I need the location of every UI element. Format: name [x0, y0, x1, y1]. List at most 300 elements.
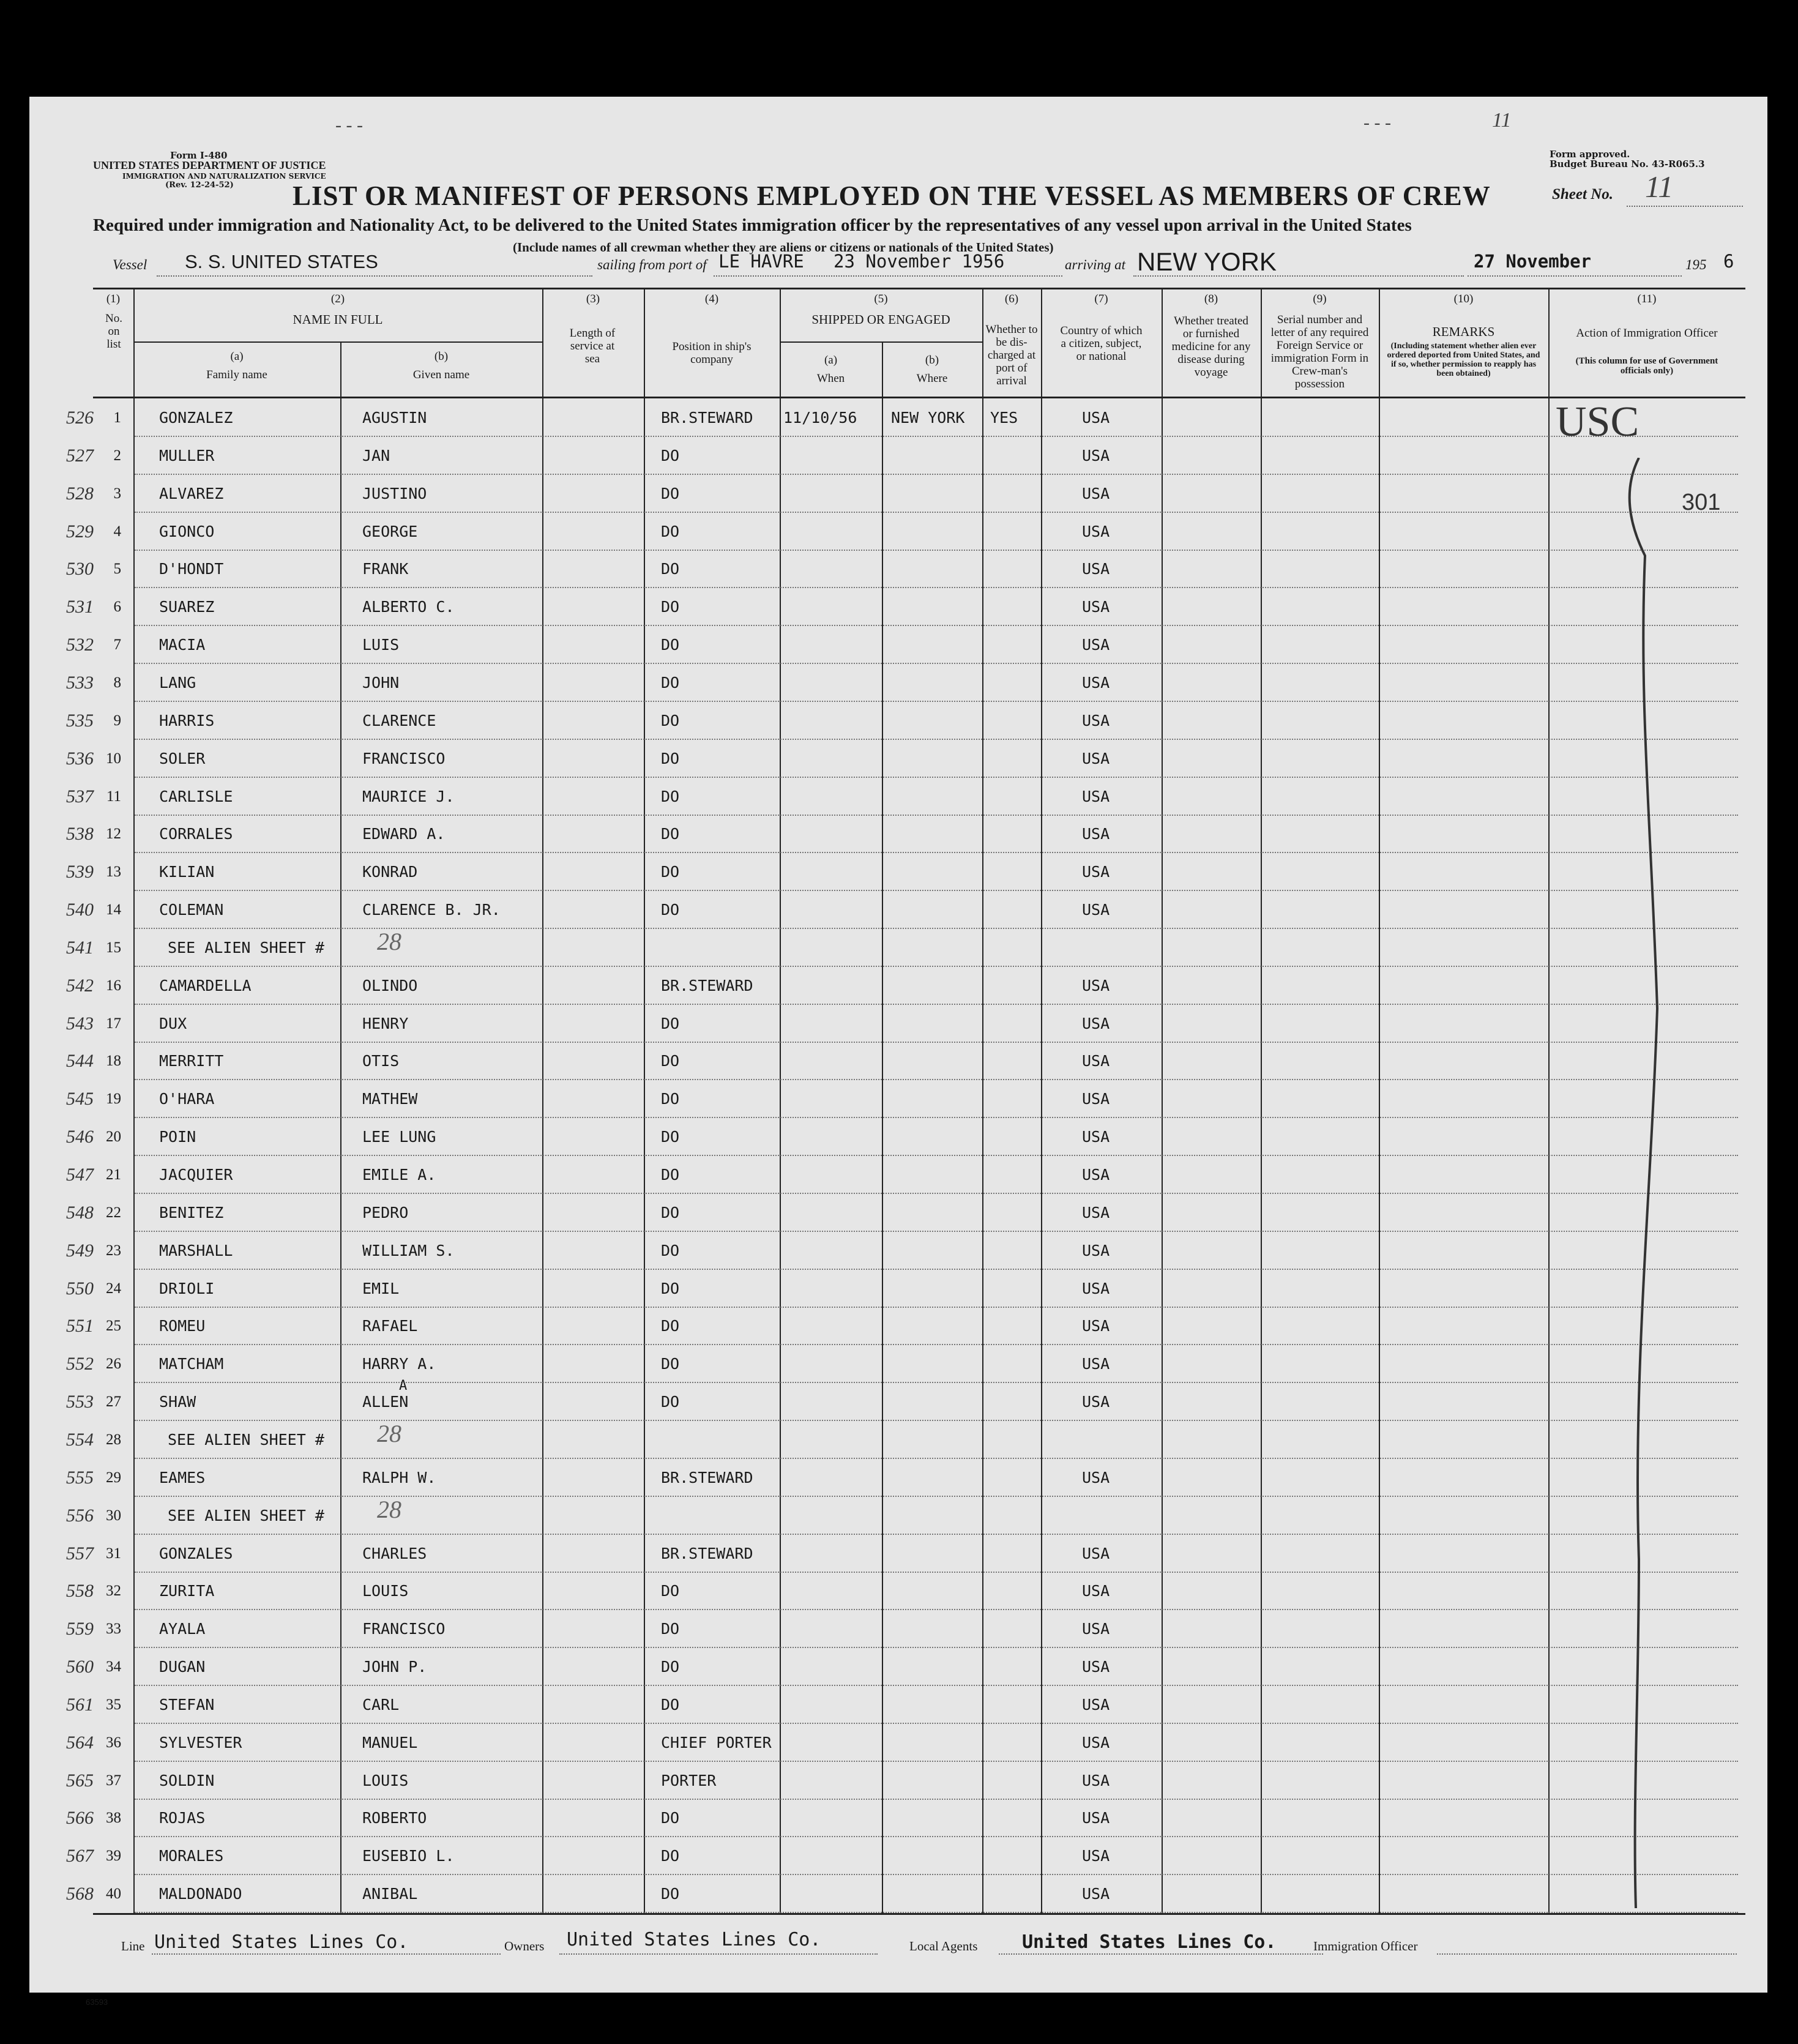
sequence-number: 540: [66, 900, 94, 920]
col3-num: (3): [586, 293, 600, 305]
position: DO: [661, 1393, 680, 1411]
country: USA: [1082, 825, 1110, 843]
position: DO: [661, 863, 680, 881]
sequence-number: 565: [66, 1770, 94, 1791]
position: DO: [661, 1809, 680, 1827]
list-number: 25: [106, 1318, 121, 1335]
sequence-number: 566: [66, 1808, 94, 1829]
department: UNITED STATES DEPARTMENT OF JUSTICE: [93, 159, 326, 171]
col4-label: Position in ship's company: [672, 340, 752, 366]
crew-row: [29, 437, 1767, 475]
position: DO: [661, 711, 680, 729]
family-name: EAMES: [159, 1468, 206, 1486]
position: DO: [661, 749, 680, 767]
sequence-number: 550: [66, 1278, 94, 1299]
crew-row: [29, 702, 1767, 740]
family-name: SOLER: [159, 749, 206, 767]
given-name: RAFAEL: [362, 1317, 418, 1335]
list-number: 5: [113, 561, 121, 578]
sailing-label: sailing from port of: [597, 257, 707, 272]
country: USA: [1082, 484, 1110, 502]
crew-row: [29, 399, 1767, 437]
sequence-number: 544: [66, 1051, 94, 1072]
list-number: 23: [106, 1242, 121, 1259]
family-name: COLEMAN: [159, 901, 224, 919]
sequence-number: 535: [66, 710, 94, 731]
country: USA: [1082, 1658, 1110, 1676]
country: USA: [1082, 1203, 1110, 1222]
departure-date: 23 November 1956: [834, 251, 1005, 272]
sequence-number: 556: [66, 1505, 94, 1526]
list-number: 34: [106, 1658, 121, 1676]
col6-num: (6): [1004, 293, 1019, 305]
given-name: JOHN: [362, 673, 400, 692]
crew-row: [29, 815, 1767, 853]
crew-row: [29, 1837, 1767, 1875]
form-approved: Form approved.: [1550, 149, 1630, 160]
form-number: Form I-480: [170, 150, 228, 161]
position: DO: [661, 1620, 680, 1638]
sequence-number: 528: [66, 483, 94, 504]
col1-label: No. on list: [105, 312, 122, 351]
budget-bureau: Budget Bureau No. 43-R065.3: [1550, 159, 1705, 170]
list-number: 10: [106, 750, 121, 767]
sequence-number: 567: [66, 1846, 94, 1867]
country: USA: [1082, 1544, 1110, 1562]
family-name: CARLISLE: [159, 787, 233, 805]
sequence-number: 543: [66, 1013, 94, 1034]
family-name: GIONCO: [159, 522, 215, 540]
given-name: CLARENCE B. JR.: [362, 901, 501, 919]
country: USA: [1082, 901, 1110, 919]
revision: (Rev. 12-24-52): [165, 181, 234, 190]
family-name: BENITEZ: [159, 1203, 224, 1222]
given-name: LEE LUNG: [362, 1128, 436, 1146]
position: DO: [661, 1658, 680, 1676]
shipped-when: 11/10/56: [783, 409, 857, 427]
departure-port: LE HAVRE: [718, 251, 804, 272]
given-name: OTIS: [362, 1052, 400, 1070]
given-name: RALPH W.: [362, 1468, 436, 1486]
list-number: 27: [106, 1393, 121, 1411]
crew-row: [29, 1572, 1767, 1610]
crew-row: [29, 1005, 1767, 1043]
crew-row: [29, 1378, 1767, 1421]
family-name: SEE ALIEN SHEET #: [168, 1430, 324, 1449]
family-name: SOLDIN: [159, 1771, 215, 1789]
position: DO: [661, 1241, 680, 1259]
crew-row: [29, 1459, 1767, 1497]
footer-owners-label: Owners: [504, 1939, 545, 1953]
position: CHIEF PORTER: [661, 1733, 772, 1751]
list-number: 1: [113, 409, 121, 426]
country: USA: [1082, 446, 1110, 464]
footer-officer-label: Immigration Officer: [1313, 1939, 1418, 1953]
crew-row: [29, 1307, 1767, 1345]
position: BR.STEWARD: [661, 1544, 753, 1562]
col5-label: SHIPPED OR ENGAGED: [811, 312, 950, 327]
sequence-number: 532: [66, 635, 94, 655]
sequence-number: 546: [66, 1127, 94, 1147]
country: USA: [1082, 1809, 1110, 1827]
country: USA: [1082, 1317, 1110, 1335]
position: DO: [661, 1279, 680, 1297]
list-number: 33: [106, 1621, 121, 1638]
col2b-label: Given name: [412, 368, 470, 381]
country: USA: [1082, 1052, 1110, 1070]
list-number: 35: [106, 1696, 121, 1713]
list-number: 24: [106, 1280, 121, 1297]
crew-row: [29, 1724, 1767, 1762]
year-suffix: 6: [1723, 251, 1734, 272]
footer-agents-label: Local Agents: [909, 1939, 978, 1953]
given-name: MAURICE J.: [362, 787, 455, 805]
family-name: MACIA: [159, 636, 206, 654]
country: USA: [1082, 1014, 1110, 1032]
position: DO: [661, 1203, 680, 1222]
col5a-num: (a): [824, 354, 838, 367]
given-name: MATHEW: [362, 1090, 418, 1108]
given-name: ALLEN: [362, 1393, 409, 1411]
given-name: CARL: [362, 1695, 400, 1714]
family-name: O'HARA: [159, 1090, 215, 1108]
country: USA: [1082, 1885, 1110, 1903]
sequence-number: 560: [66, 1657, 94, 1677]
given-name: WILLIAM S.: [362, 1241, 455, 1259]
given-name: ROBERTO: [362, 1809, 427, 1827]
position: DO: [661, 1128, 680, 1146]
crew-row: [29, 1497, 1767, 1535]
position: DO: [661, 901, 680, 919]
country: USA: [1082, 1393, 1110, 1411]
country: USA: [1082, 1582, 1110, 1600]
top-marks-right: - - -: [1363, 113, 1391, 133]
col11-label: Action of Immigration Officer: [1576, 327, 1718, 340]
family-name: MARSHALL: [159, 1241, 233, 1259]
country: USA: [1082, 522, 1110, 540]
position: DO: [661, 1052, 680, 1070]
position: DO: [661, 1695, 680, 1714]
position: DO: [661, 1317, 680, 1335]
crew-row: [29, 1875, 1767, 1913]
list-number: 22: [106, 1204, 121, 1221]
position: DO: [661, 1014, 680, 1032]
given-name: KONRAD: [362, 863, 418, 881]
position: DO: [661, 636, 680, 654]
position: DO: [661, 1090, 680, 1108]
col8-label: Whether treated or furnished medicine for any disease during voyage: [1171, 315, 1251, 379]
sequence-number: 557: [66, 1543, 94, 1564]
alien-sheet-number: 28: [377, 1419, 401, 1447]
family-name: ROJAS: [159, 1809, 206, 1827]
position: DO: [661, 446, 680, 464]
arrival-date: 27 November: [1474, 251, 1592, 272]
country: USA: [1082, 673, 1110, 692]
footer-agents: United States Lines Co.: [1022, 1931, 1277, 1953]
list-number: 30: [106, 1507, 121, 1524]
position: DO: [661, 560, 680, 578]
position: DO: [661, 1166, 680, 1184]
crew-row: [29, 891, 1767, 929]
country: USA: [1082, 1468, 1110, 1486]
sequence-number: 539: [66, 862, 94, 882]
list-number: 20: [106, 1128, 121, 1146]
crew-row: [29, 778, 1767, 816]
list-number: 39: [106, 1848, 121, 1865]
family-name: CORRALES: [159, 825, 233, 843]
crew-row: [29, 967, 1767, 1005]
given-name: MANUEL: [362, 1733, 418, 1751]
arrival-port: NEW YORK: [1137, 247, 1277, 276]
col8-num: (8): [1204, 293, 1218, 305]
col6-label: Whether to be dis-charged at port of arrival: [985, 323, 1038, 387]
country: USA: [1082, 409, 1110, 427]
given-name: HENRY: [362, 1014, 409, 1032]
given-name: EDWARD A.: [362, 825, 446, 843]
given-name: JAN: [362, 446, 390, 464]
list-number: 29: [106, 1469, 121, 1486]
position: DO: [661, 1355, 680, 1373]
top-marks: - - -: [335, 115, 363, 135]
family-name: AYALA: [159, 1620, 206, 1638]
country: USA: [1082, 1771, 1110, 1789]
list-number: 32: [106, 1583, 121, 1600]
col10-sub: (Including statement whether alien ever ordered deported from United States, and if so, whether permission to reapply has been obtained): [1387, 341, 1540, 378]
country: USA: [1082, 863, 1110, 881]
country: USA: [1082, 1166, 1110, 1184]
given-name: LUIS: [362, 636, 400, 654]
sequence-number: 533: [66, 672, 94, 693]
vessel-label: Vessel: [113, 257, 147, 272]
family-name: DUX: [159, 1014, 187, 1032]
arriving-label: arriving at: [1065, 257, 1126, 272]
position: DO: [661, 1582, 680, 1600]
list-number: 16: [106, 977, 121, 994]
list-number: 6: [113, 599, 121, 616]
vessel-name: S. S. UNITED STATES: [185, 251, 378, 272]
col11-sub: (This column for use of Government officials only): [1575, 356, 1718, 376]
country: USA: [1082, 1620, 1110, 1638]
sequence-number: 547: [66, 1165, 94, 1185]
country: USA: [1082, 1355, 1110, 1373]
crew-row: [29, 1232, 1767, 1270]
sequence-number: 555: [66, 1467, 94, 1488]
count-annotation: 301: [1682, 490, 1721, 515]
col11-num: (11): [1637, 293, 1657, 305]
sequence-number: 548: [66, 1202, 94, 1223]
crew-row: [29, 1118, 1767, 1156]
list-number: 14: [106, 901, 121, 919]
col9-num: (9): [1313, 293, 1327, 305]
position: DO: [661, 825, 680, 843]
country: USA: [1082, 598, 1110, 616]
sequence-number: 526: [66, 408, 94, 428]
crew-row: [29, 664, 1767, 702]
family-name: SYLVESTER: [159, 1733, 242, 1751]
family-name: STEFAN: [159, 1695, 215, 1714]
crew-row: [29, 853, 1767, 891]
country: USA: [1082, 1695, 1110, 1714]
position: DO: [661, 484, 680, 502]
position: DO: [661, 787, 680, 805]
crew-row: [29, 740, 1767, 778]
country: USA: [1082, 1241, 1110, 1259]
alien-sheet-number: 28: [377, 927, 401, 955]
given-name: FRANK: [362, 560, 409, 578]
country: USA: [1082, 636, 1110, 654]
crew-row: [29, 1799, 1767, 1837]
given-name: LOUIS: [362, 1582, 409, 1600]
col2-label: NAME IN FULL: [293, 312, 383, 327]
list-number: 11: [106, 788, 121, 805]
sequence-number: 538: [66, 824, 94, 845]
col1-num: (1): [106, 293, 121, 305]
family-name: CAMARDELLA: [159, 976, 252, 994]
given-name: ALBERTO C.: [362, 598, 455, 616]
family-name: MULLER: [159, 446, 215, 464]
country: USA: [1082, 1128, 1110, 1146]
position: DO: [661, 673, 680, 692]
sequence-number: 558: [66, 1581, 94, 1602]
list-number: 9: [113, 712, 121, 729]
family-name: MERRITT: [159, 1052, 224, 1070]
position: BR.STEWARD: [661, 1468, 753, 1486]
sequence-number: 536: [66, 748, 94, 769]
col5a-label: When: [816, 372, 845, 385]
crew-row: [29, 1686, 1767, 1724]
family-name: SHAW: [159, 1393, 196, 1411]
given-name: CHARLES: [362, 1544, 427, 1562]
col2a-label: Family name: [206, 368, 267, 381]
crew-row: [29, 1194, 1767, 1232]
list-number: 8: [113, 674, 121, 691]
given-name: EMIL: [362, 1279, 400, 1297]
crew-row: [29, 1762, 1767, 1800]
col9-label: Serial number and letter of any required Foreign Service or immigration Form in Crew-man's possession: [1270, 313, 1369, 390]
sequence-number: 529: [66, 521, 94, 542]
col7-num: (7): [1094, 293, 1108, 305]
crew-row: [29, 550, 1767, 588]
family-name: ROMEU: [159, 1317, 206, 1335]
country: USA: [1082, 976, 1110, 994]
crew-row: [29, 626, 1767, 664]
manifest-note: (Include names of all crewman whether they are aliens or citizens or nationals of the United States): [513, 240, 1054, 255]
family-name: HARRIS: [159, 711, 215, 729]
sheet-number: 11: [1645, 170, 1674, 204]
country: USA: [1082, 1279, 1110, 1297]
col2a-num: (a): [230, 350, 244, 363]
crew-row: [29, 1270, 1767, 1308]
discharged: YES: [990, 409, 1018, 427]
crew-row: [29, 1535, 1767, 1573]
crew-list: [29, 399, 1767, 1913]
crew-row: [29, 1610, 1767, 1648]
crew-row: [29, 1345, 1767, 1383]
given-name: ANIBAL: [362, 1885, 418, 1903]
list-number: 3: [113, 485, 121, 502]
given-name: EMILE A.: [362, 1166, 436, 1184]
family-name: MATCHAM: [159, 1355, 224, 1373]
crew-row: [29, 1080, 1767, 1118]
sheet-label: Sheet No.: [1552, 186, 1613, 203]
family-name: KILIAN: [159, 863, 215, 881]
sequence-number: 559: [66, 1619, 94, 1639]
country: USA: [1082, 1090, 1110, 1108]
sequence-number: 530: [66, 559, 94, 580]
list-number: 36: [106, 1734, 121, 1751]
country: USA: [1082, 787, 1110, 805]
family-name: SEE ALIEN SHEET #: [168, 1506, 324, 1524]
list-number: 38: [106, 1810, 121, 1827]
family-name: ZURITA: [159, 1582, 215, 1600]
country: USA: [1082, 749, 1110, 767]
ditto-stroke: [1596, 458, 1682, 1914]
list-number: 18: [106, 1053, 121, 1070]
family-name: SEE ALIEN SHEET #: [168, 938, 324, 957]
sequence-number: 554: [66, 1429, 94, 1450]
given-name: EUSEBIO L.: [362, 1847, 455, 1865]
shipped-where: NEW YORK: [891, 409, 965, 427]
family-name: GONZALES: [159, 1544, 233, 1562]
family-name: ALVAREZ: [159, 484, 224, 502]
given-name: HARRY A.: [362, 1355, 436, 1373]
position: DO: [661, 598, 680, 616]
given-name: FRANCISCO: [362, 1620, 446, 1638]
sequence-number: 527: [66, 445, 94, 466]
crew-row: [29, 1042, 1767, 1080]
family-name: SUAREZ: [159, 598, 215, 616]
list-number: 15: [106, 939, 121, 956]
list-number: 26: [106, 1356, 121, 1373]
crew-row: [29, 513, 1767, 551]
given-name: AGUSTIN: [362, 409, 427, 427]
col5-num: (5): [874, 293, 888, 305]
crew-row: [29, 475, 1767, 513]
sequence-number: 568: [66, 1884, 94, 1904]
sequence-number: 537: [66, 786, 94, 807]
col5b-num: (b): [925, 354, 939, 367]
top-number: 11: [1492, 109, 1512, 132]
crew-row: [29, 588, 1767, 626]
footer-line-label: Line: [121, 1939, 145, 1953]
usc-annotation: USC: [1556, 398, 1639, 446]
list-number: 28: [106, 1431, 121, 1448]
position: PORTER: [661, 1771, 717, 1789]
list-number: 4: [113, 523, 121, 540]
family-name: GONZALEZ: [159, 409, 233, 427]
family-name: DUGAN: [159, 1658, 206, 1676]
list-number: 7: [113, 636, 121, 654]
col2-num: (2): [330, 293, 345, 305]
alien-sheet-number: 28: [377, 1495, 401, 1523]
position: DO: [661, 1847, 680, 1865]
col10-label: REMARKS: [1432, 324, 1495, 339]
list-number: 19: [106, 1091, 121, 1108]
position: BR.STEWARD: [661, 409, 753, 427]
list-number: 12: [106, 826, 121, 843]
given-name: JOHN P.: [362, 1658, 427, 1676]
list-number: 37: [106, 1772, 121, 1789]
footer-owners: United States Lines Co.: [567, 1929, 821, 1950]
family-name: D'HONDT: [159, 560, 224, 578]
col7-label: Country of which a citizen, subject, or national: [1060, 324, 1143, 363]
sequence-number: 552: [66, 1354, 94, 1374]
list-number: 2: [113, 447, 121, 464]
service: IMMIGRATION AND NATURALIZATION SERVICE: [122, 172, 326, 181]
col5b-label: Where: [916, 372, 948, 385]
crew-row: [29, 1421, 1767, 1459]
col3-label: Length of service at sea: [569, 327, 616, 365]
